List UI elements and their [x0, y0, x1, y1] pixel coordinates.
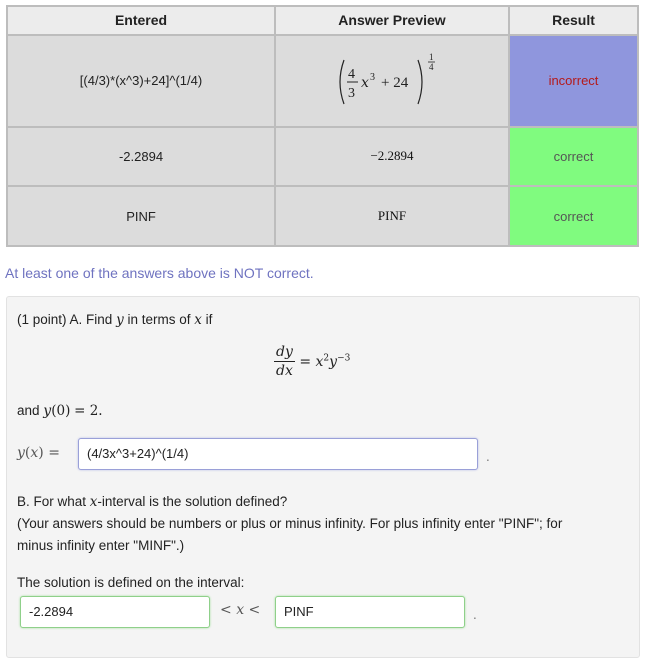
table-row	[8, 36, 637, 126]
header-preview: Answer Preview	[276, 7, 508, 34]
answer-preview-math	[276, 36, 508, 126]
part-b-prompt: B. For what x-interval is the solution defined?	[17, 494, 288, 510]
y-of-zero: y	[43, 403, 52, 419]
entered-cell: -2.2894	[8, 128, 274, 186]
part-b-text-end: -interval is the solution defined?	[97, 494, 288, 509]
header-entered: Entered	[8, 7, 274, 34]
interval-lower-input[interactable]: -2.2894	[20, 596, 210, 628]
instructions-line-1: (Your answers should be numbers or plus or minus infinity. For plus infinity enter "PINF"; for	[17, 516, 563, 531]
header-result: Result	[510, 7, 637, 34]
interval-label: The solution is defined on the interval:	[17, 575, 245, 590]
interval-upper-input[interactable]: PINF	[275, 596, 465, 628]
dy-dx-fraction: $\frac{dy}{dx}$	[276, 344, 293, 379]
result-badge-correct: correct	[510, 128, 637, 186]
part-a-text: (1 point) A. Find	[17, 312, 117, 327]
instructions-line-2: minus infinity enter "MINF".)	[17, 538, 185, 553]
svg-text:1: 1	[429, 51, 434, 62]
svg-text:4: 4	[348, 66, 355, 82]
result-badge-correct: correct	[510, 187, 637, 245]
svg-text:4: 4	[429, 61, 434, 72]
and-text: and	[17, 403, 40, 418]
svg-text:+ 24: + 24	[381, 74, 409, 91]
problem-panel: (1 point) A. Find y in terms of x if $\frac{dy}{dx}$ = $x^2y^{-3}$ and y(0) = 2. y(x) = (4/3x^3+24)^(1/4) . B. For what x-interval is the solution defined? (Your answers should be numbers or plus or minus infinity. For plus infinity enter "PINF"; for minus infinity enter "MINF".) The solution is defined on the interval: -2.2894 < x < PINF .	[6, 296, 640, 658]
svg-text:3: 3	[348, 85, 355, 101]
initial-condition: and y(0) = 2.	[17, 403, 103, 419]
svg-text:x: x	[361, 74, 369, 91]
y-of-x-label: y(x) =	[17, 445, 60, 461]
var-y: y	[116, 312, 124, 328]
results-header-row	[8, 7, 637, 34]
part-a-text-end: if	[201, 312, 213, 327]
table-row	[8, 128, 637, 186]
svg-text:3: 3	[370, 71, 375, 83]
interval-inequality: < x <	[220, 602, 261, 618]
var-x: x	[194, 312, 202, 328]
results-table	[6, 5, 639, 247]
result-badge-incorrect: incorrect	[510, 36, 637, 126]
feedback-message: At least one of the answers above is NOT correct.	[5, 265, 314, 281]
part-a-text-mid: in terms of	[123, 312, 195, 327]
answer-y-input[interactable]: (4/3x^3+24)^(1/4)	[78, 438, 478, 470]
answer-preview-cell: −2.2894	[276, 128, 508, 186]
entered-cell: PINF	[8, 187, 274, 245]
part-b-text: B. For what	[17, 494, 90, 509]
entered-cell: [(4/3)*(x^3)+24]^(1/4)	[8, 36, 274, 126]
differential-equation: $\frac{dy}{dx}$ = $x^2y^{-3}$	[276, 344, 351, 379]
preview-formula	[332, 48, 452, 110]
table-row	[8, 187, 637, 245]
part-a-prompt	[17, 312, 212, 328]
initial-value: = 2.	[74, 403, 103, 419]
answer-preview-cell: PINF	[276, 187, 508, 245]
